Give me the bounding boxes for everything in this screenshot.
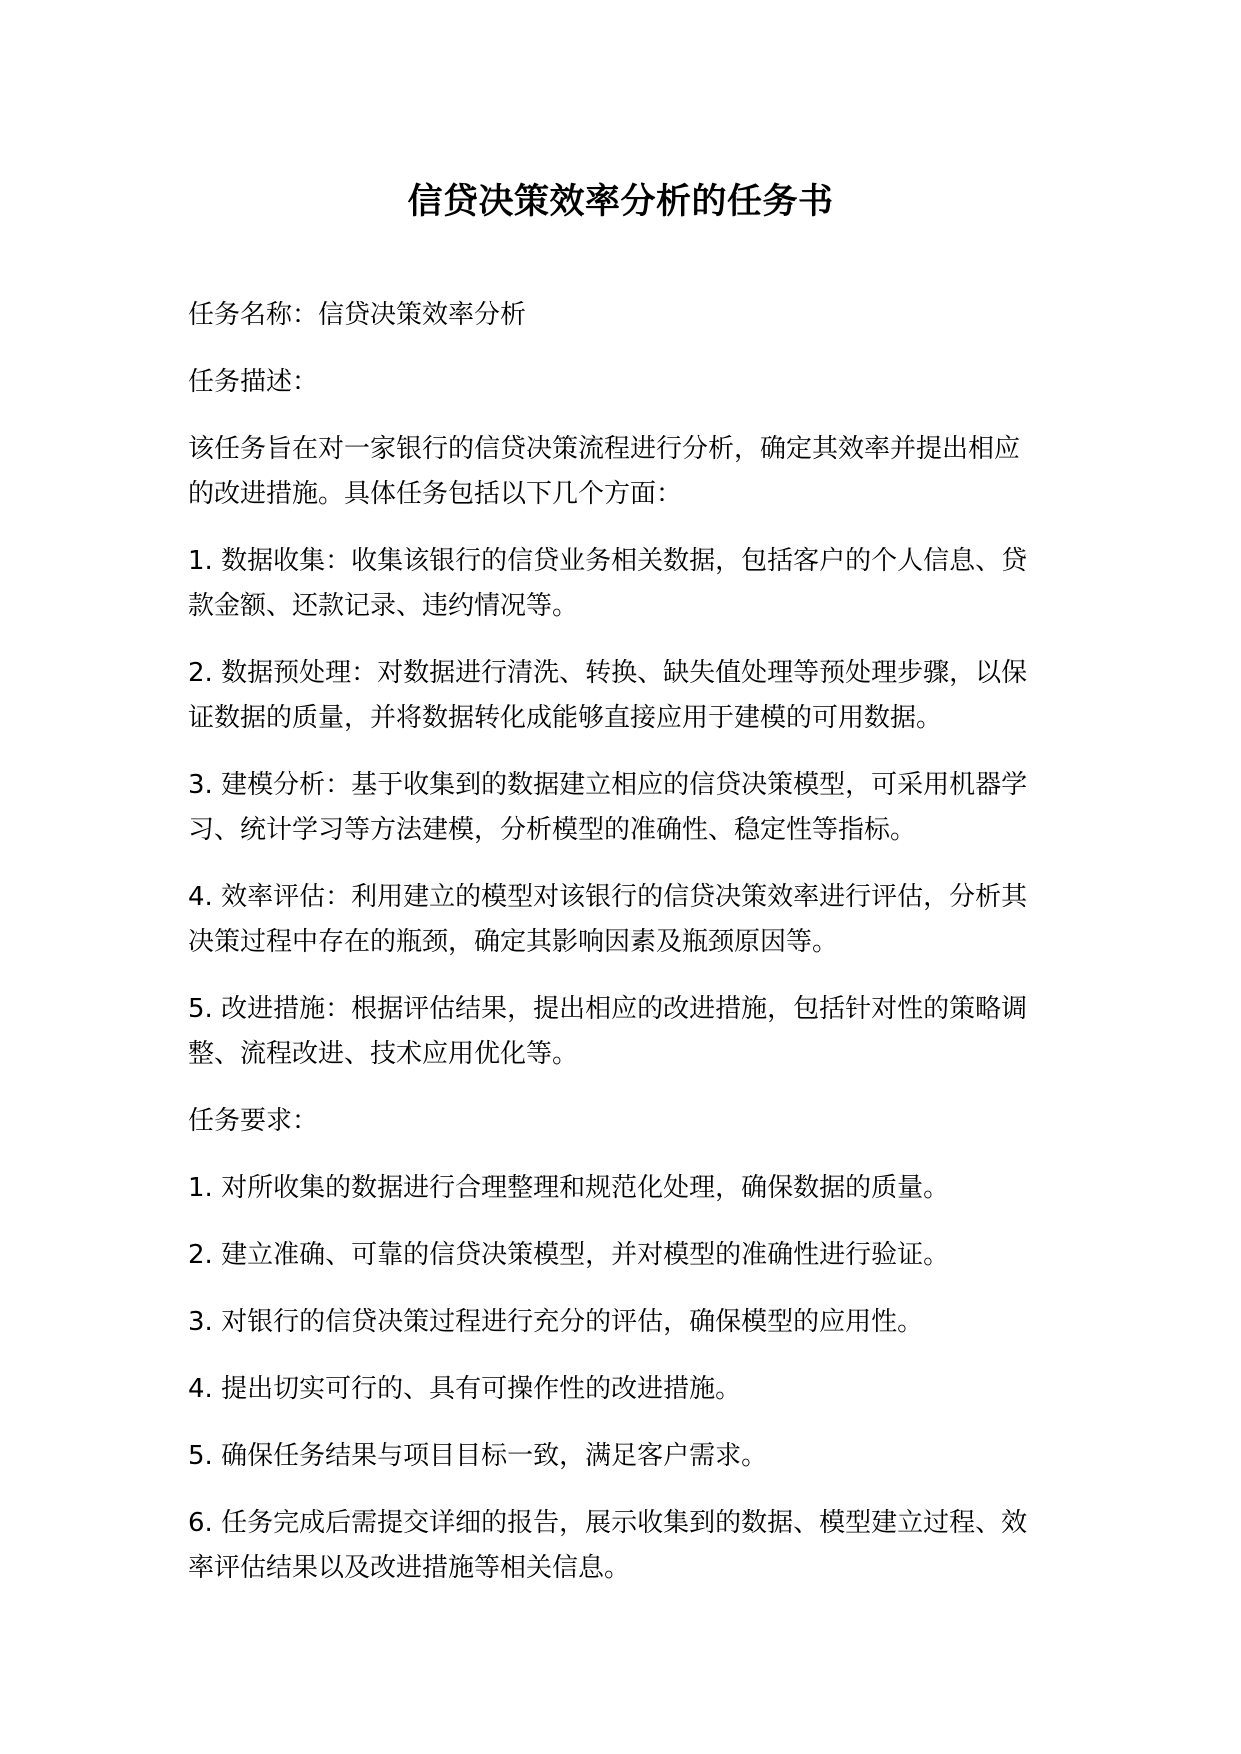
aspect-item [188, 651, 1041, 741]
requirement-text: 对所收集的数据进行合理整理和规范化处理，确保数据的质量。 [221, 1173, 950, 1203]
aspect-number: 5. [188, 994, 213, 1024]
requirement-text: 提出切实可行的、具有可操作性的改进措施。 [221, 1374, 742, 1404]
requirement-text: 对银行的信贷决策过程进行充分的评估，确保模型的应用性。 [221, 1307, 924, 1337]
aspect-text: 数据收集：收集该银行的信贷业务相关数据，包括客户的个人信息、贷款金额、还款记录、违约情况等。 [188, 546, 1028, 621]
requirement-text: 任务完成后需提交详细的报告，展示收集到的数据、模型建立过程、效率评估结果以及改进措施等相关信息。 [188, 1508, 1028, 1583]
aspect-text: 效率评估：利用建立的模型对该银行的信贷决策效率进行评估，分析其决策过程中存在的瓶颈，确定其影响因素及瓶颈原因等。 [188, 882, 1028, 957]
requirement-item [188, 1233, 1041, 1278]
requirement-number: 1. [188, 1173, 213, 1203]
requirement-item [188, 1166, 1041, 1211]
requirements-heading: 任务要求： [188, 1106, 319, 1136]
document-title: 信贷决策效率分析的任务书 [407, 182, 834, 222]
requirement-number: 3. [188, 1307, 213, 1337]
description-intro: 该任务旨在对一家银行的信贷决策流程进行分析，确定其效率并提出相应的改进措施。具体任务包括以下几个方面： [188, 434, 1021, 509]
aspect-item [188, 539, 1041, 629]
requirement-number: 6. [188, 1508, 213, 1538]
requirement-number: 2. [188, 1240, 213, 1270]
requirement-text: 建立准确、可靠的信贷决策模型，并对模型的准确性进行验证。 [221, 1240, 950, 1270]
aspect-text: 数据预处理：对数据进行清洗、转换、缺失值处理等预处理步骤，以保证数据的质量，并将数据转化成能够直接应用于建模的可用数据。 [188, 658, 1028, 733]
aspect-number: 1. [188, 546, 213, 576]
task-name: 任务名称：信贷决策效率分析 [188, 300, 527, 330]
requirement-item [188, 1501, 1041, 1591]
requirement-list [188, 1166, 1041, 1591]
document-body [188, 293, 1041, 1613]
requirement-item [188, 1434, 1041, 1479]
aspect-number: 2. [188, 658, 213, 688]
requirement-number: 5. [188, 1441, 213, 1471]
requirement-text: 确保任务结果与项目目标一致，满足客户需求。 [221, 1441, 768, 1471]
requirement-item [188, 1367, 1041, 1412]
aspect-item [188, 875, 1041, 965]
aspect-item [188, 763, 1041, 853]
description-heading: 任务描述： [188, 367, 319, 397]
requirement-item [188, 1300, 1041, 1345]
aspect-item [188, 987, 1041, 1077]
aspect-number: 3. [188, 770, 213, 800]
aspect-text: 改进措施：根据评估结果，提出相应的改进措施，包括针对性的策略调整、流程改进、技术应用优化等。 [188, 994, 1028, 1069]
aspect-list [188, 539, 1041, 1077]
aspect-text: 建模分析：基于收集到的数据建立相应的信贷决策模型，可采用机器学习、统计学习等方法建模，分析模型的准确性、稳定性等指标。 [188, 770, 1028, 845]
aspect-number: 4. [188, 882, 213, 912]
requirement-number: 4. [188, 1374, 213, 1404]
